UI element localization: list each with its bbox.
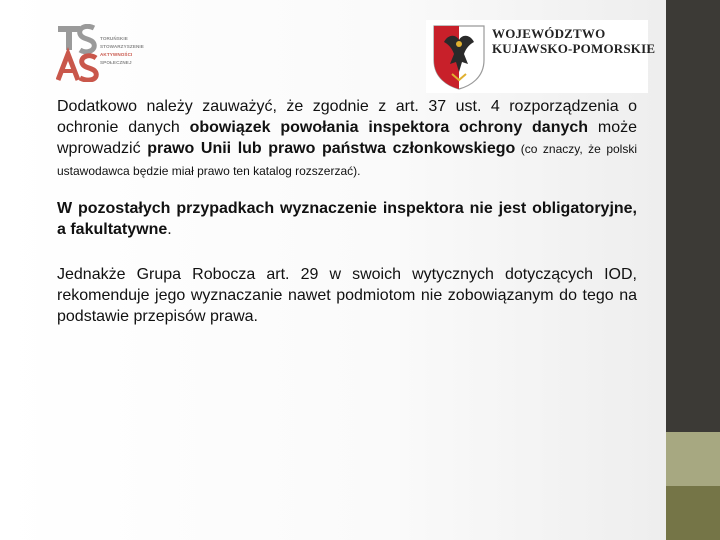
region-name <box>492 26 655 56</box>
tsas-logo <box>56 24 156 84</box>
region-name-line-2: KUJAWSKO-POMORSKIE <box>492 41 656 56</box>
paragraph-3 <box>57 264 637 327</box>
paragraph-1-bold-1: obowiązek powołania inspektora ochrony danych <box>189 119 589 136</box>
paragraph-2-bold: W pozostałych przypadkach wyznaczenie inspektora nie jest obligatoryjne, a fakultatywne <box>57 200 637 238</box>
paragraph-3-text: Jednakże Grupa Robocza art. 29 w swoich wytycznych dotyczących IOD, rekomenduje jego wyznaczanie nawet podmiotom nie zobowiązanym do tego na podstawie przepisów prawa. <box>57 266 637 325</box>
slide-content <box>57 96 637 327</box>
tsas-letters-graphic <box>56 24 100 82</box>
decorative-side-bar <box>666 0 720 540</box>
region-name-line-1: WOJEWÓDZTWO <box>492 26 606 41</box>
tsas-line-2: STOWARZYSZENIE <box>100 44 144 49</box>
paragraph-2-text: . <box>167 221 172 238</box>
tsas-line-1: TORUŃSKIE <box>100 36 128 41</box>
side-bar-light-olive-segment <box>666 432 720 486</box>
paragraph-1 <box>57 96 637 182</box>
paragraph-1-bold-2: prawo Unii lub prawo państwa członkowskiego <box>147 140 516 157</box>
region-crest-icon <box>430 22 488 90</box>
side-bar-dark-segment <box>666 0 720 432</box>
tsas-line-4: SPOŁECZNEJ <box>100 60 132 65</box>
paragraph-1-text-1: Dodatkowo należy zauważyć, że zgodnie z art. 37 ust. 4 rozporządzenia o ochronie danych <box>57 98 637 136</box>
paragraph-1-note: (co znaczy, że polski ustawodawca będzie miał prawo ten katalog rozszerzać). <box>57 142 638 178</box>
paragraph-2 <box>57 198 637 240</box>
tsas-line-3: AKTYWNOŚCI <box>100 52 133 57</box>
paragraph-1-text-2: może wprowadzić <box>57 119 638 157</box>
region-logo <box>426 20 656 93</box>
side-bar-olive-segment <box>666 486 720 540</box>
